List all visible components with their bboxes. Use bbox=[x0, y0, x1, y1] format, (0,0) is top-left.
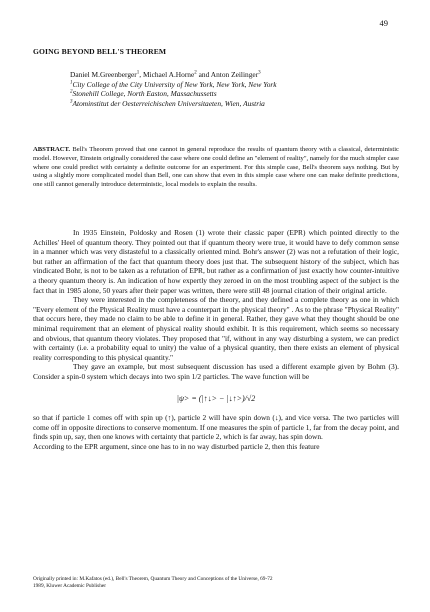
affiliation-1-mark: 1 bbox=[70, 80, 73, 86]
paragraph-4: so that if particle 1 comes off with spin up (↑), particle 2 will have spin down (↓), and vice versa. The two particles will come off in opposite directions to conserve momentum. If one measures the spin of particle 1, far from the decay point, and finds spin up, say, then one knows with certainty that particle 2, which is far away, has spin down. bbox=[33, 413, 399, 442]
affiliation-3-mark: 3 bbox=[70, 99, 73, 105]
author-2-mark: 2 bbox=[194, 70, 197, 76]
author-1-mark: 1 bbox=[136, 70, 140, 76]
footer-line-2: 1989, Kluwer Academic Publisher bbox=[33, 583, 106, 589]
author-1: Daniel M.Greenberger bbox=[70, 70, 137, 79]
affiliation-2 bbox=[70, 89, 277, 99]
paragraph-3: They gave an example, but most subsequent discussion has used a different example given by Bohm (3). Consider a spin-0 system which decays into two spin 1/2 particles. The wave function will be bbox=[33, 362, 399, 381]
author-3-mark: 3 bbox=[258, 70, 261, 76]
abstract-label: ABSTRACT. bbox=[33, 146, 71, 153]
affiliation-2-mark: 2 bbox=[70, 89, 73, 95]
author-3: and Anton Zeilinger bbox=[196, 70, 259, 79]
paragraph-5: According to the EPR argument, since one has to in no way disturbed particle 2, then this feature bbox=[33, 441, 320, 451]
wave-function-equation: |ψ> = (|↑↓> − |↓↑>)/√2 bbox=[176, 393, 256, 403]
affiliation-1 bbox=[70, 80, 277, 90]
body-text bbox=[33, 228, 399, 451]
footer-line-1: Originally printed in: M.Kafatos (ed.), Bell's Theorem, Quantum Theory and Conceptions of the Universe, 69-72 bbox=[33, 576, 273, 582]
affiliation-3-text: Atominstitut der Oesterreichischen Universitaeten, Wien, Austria bbox=[72, 98, 265, 108]
author-line bbox=[70, 70, 277, 80]
affiliation-3 bbox=[70, 99, 277, 109]
footer-note bbox=[33, 576, 273, 590]
paragraph-2: They were interested in the completeness of the theory, and they defined a complete theory as one in which "Every element of the Physical Reality must have a counterpart in the physical theory" . As to the phrase "Physical Reality" that occurs here, they made no claim to be able to define it in general. Rather, they gave what they thought should be one minimal requirement that an element of physical reality should exhibit. It is this requirement, which seems so necessary and obvious, that quantum theory violates. They proposed that "if, without in any way disturbing a system, we can predict with certainty (i.e. a probability equal to unity) the value of a physical quantity, then there exists an element of physical reality corresponding to this physical quantity." bbox=[33, 295, 399, 362]
paragraph-1: In 1935 Einstein, Poldosky and Rosen (1) wrote their classic paper (EPR) which pointed directly to the Achilles' Heel of quantum theory. They pointed out that if quantum theory were true, it would have to defy common sense in a manner which was very distasteful to a classically oriented mind. Bohr's answer (2) was not a refutation of their logic, but rather an affirmation of the fact that quantum theory does just that. The subsequent history of the subject, which has vindicated Bohr, is not to be taken as a refutation of EPR, but rather as a confirmation of just exactly how counter-intuitive a theory quantum theory is. An indication of how expertly they zeroed in on the most troubling aspect of the subject is the fact that in 1985 alone, 50 years after their paper was written, there were still 48 journal citation of their original article. bbox=[33, 228, 399, 295]
paper-title: GOING BEYOND BELL'S THEOREM bbox=[33, 47, 167, 56]
author-block bbox=[70, 70, 277, 108]
abstract bbox=[33, 146, 399, 190]
affiliation-1-text: City College of the City University of New York, New York, New York bbox=[72, 79, 277, 89]
abstract-text: Bell's Theorem proved that one cannot in general reproduce the results of quantum theory with a classical, deterministic model. However, Einstein originally considered the case where one could define an "element of reality", namely for the much simpler case where one could predict with certainty a definite outcome for an experiment. For this simple case, Bell's theorem says nothing. But by using a slightly more complicated model than Bell, one can show that even in this simple case where one can make definite predictions, one still cannot generally introduce deterministic, local models to explain the results. bbox=[33, 146, 399, 189]
affiliation-2-text: Stonehill College, North Easton, Massachussetts bbox=[72, 89, 217, 99]
page-number: 49 bbox=[379, 18, 388, 28]
author-2: , Michael A.Horne bbox=[139, 70, 195, 79]
